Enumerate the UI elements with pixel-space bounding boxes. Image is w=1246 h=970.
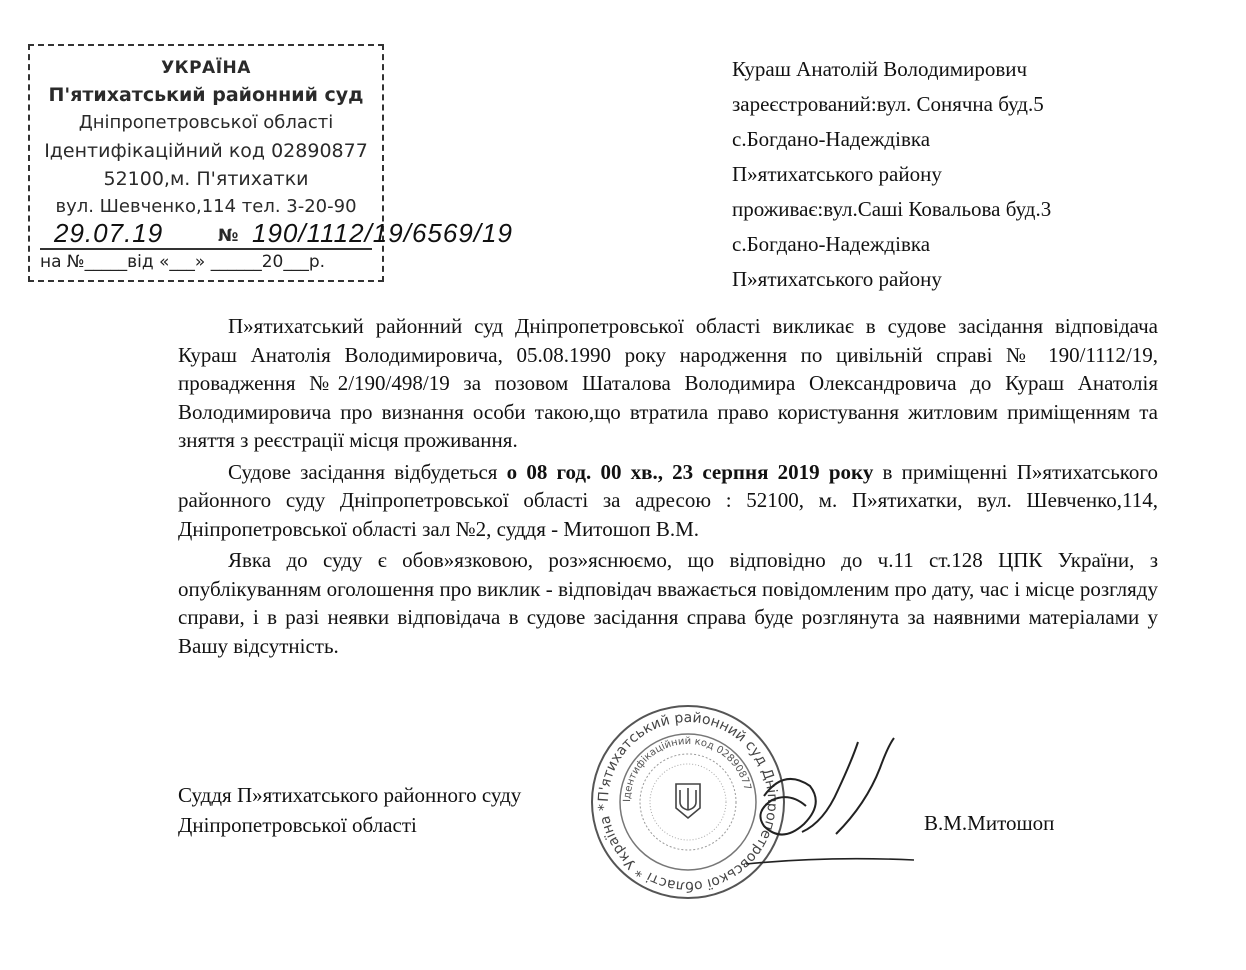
handwritten-outgoing-number: 190/1112/19/6569/19 bbox=[252, 218, 513, 248]
summons-paragraph-2 bbox=[178, 458, 1158, 544]
stamp-city: 52100,м. П'ятихатки bbox=[103, 168, 309, 190]
addressee-registered: зареєстрований:вул. Сонячна буд.5 bbox=[732, 92, 1044, 116]
summons-paragraph-1: П»ятихатський районний суд Дніпропетровської області викликає в судове засідання відповідача Кураш Анатолія Володимировича, 05.08.1990 року народження по цивільній справі № 190/1112/19, провадження №2/190/498/19 за позовом Шаталова Володимира Олександровича до Кураш Анатолія Володимировича про визнання особи такою,що втратила право користування житловим приміщенням та зняття з реєстрації місця проживання. bbox=[178, 314, 1158, 452]
stamp-country: УКРАЇНА bbox=[161, 58, 251, 78]
stamp-region: Дніпропетровської області bbox=[78, 112, 334, 133]
stamp-id-code: Ідентифікаційний код 02890877 bbox=[44, 140, 368, 162]
handwritten-date: 29.07.19 bbox=[54, 218, 164, 248]
hearing-datetime: о 08 год. 00 хв., 23 серпня 2019 року bbox=[506, 459, 874, 484]
summons-paragraph-3: Явка до суду є обов»язковою, роз»яснюємо, що відповідно до ч.11 ст.128 ЦПК України, з опублікуванням оголошення про виклик - відповідач вважається повідомленим про дату, час і місце розгляду справи, і в разі неявки відповідача в судове засідання справа буде розглянута за наявними матеріалами у Вашу відсутність. bbox=[178, 548, 1158, 658]
signature-title bbox=[178, 780, 521, 840]
trident-emblem-icon bbox=[676, 784, 700, 818]
hearing-location: в приміщенні П»ятихатського районного суду Дніпропетровської області за адресою : 52100, м. П»ятихатки, вул. Шевченко,114, Дніпропетровської області зал №2, суддя - Митошоп В.М. bbox=[178, 459, 1158, 541]
signatory-name: В.М.Митошоп bbox=[924, 811, 1055, 835]
stamp-street: вул. Шевченко,114 тел. 3-20-90 bbox=[55, 196, 357, 217]
addressee-block bbox=[732, 52, 1051, 297]
stamp-outgoing-row bbox=[40, 218, 513, 250]
addressee-village-2: с.Богдано-Надеждівка bbox=[732, 232, 931, 256]
court-stamp bbox=[28, 44, 513, 282]
stamp-court-name: П'ятихатський районний суд bbox=[48, 84, 364, 106]
seal-ring-text: П'ятихатський районний суд Дніпропетровської області * Україна * bbox=[595, 709, 781, 895]
addressee-residence: проживає:вул.Саші Ковальова буд.3 bbox=[732, 197, 1052, 221]
seal-inner-text: Ідентифікаційний код 02890877 bbox=[621, 735, 753, 803]
addressee-village-1: с.Богдано-Надеждівка bbox=[732, 127, 931, 151]
summons-body bbox=[178, 312, 1158, 663]
addressee-name: Кураш Анатолій Володимирович bbox=[732, 57, 1028, 81]
handwritten-signature bbox=[716, 736, 916, 876]
signature-title-line-2: Дніпропетровської області bbox=[178, 813, 417, 837]
addressee-district-2: П»ятихатського району bbox=[732, 267, 942, 291]
hearing-intro: Судове засідання відбудеться bbox=[228, 459, 507, 484]
stamp-reference-line: на №_____від «___» ______20___р. bbox=[40, 252, 326, 272]
signature-title-line-1: Суддя П»ятихатського районного суду bbox=[178, 783, 522, 807]
addressee-district-1: П»ятихатського району bbox=[732, 162, 942, 186]
stamp-number-label: № bbox=[218, 226, 239, 246]
